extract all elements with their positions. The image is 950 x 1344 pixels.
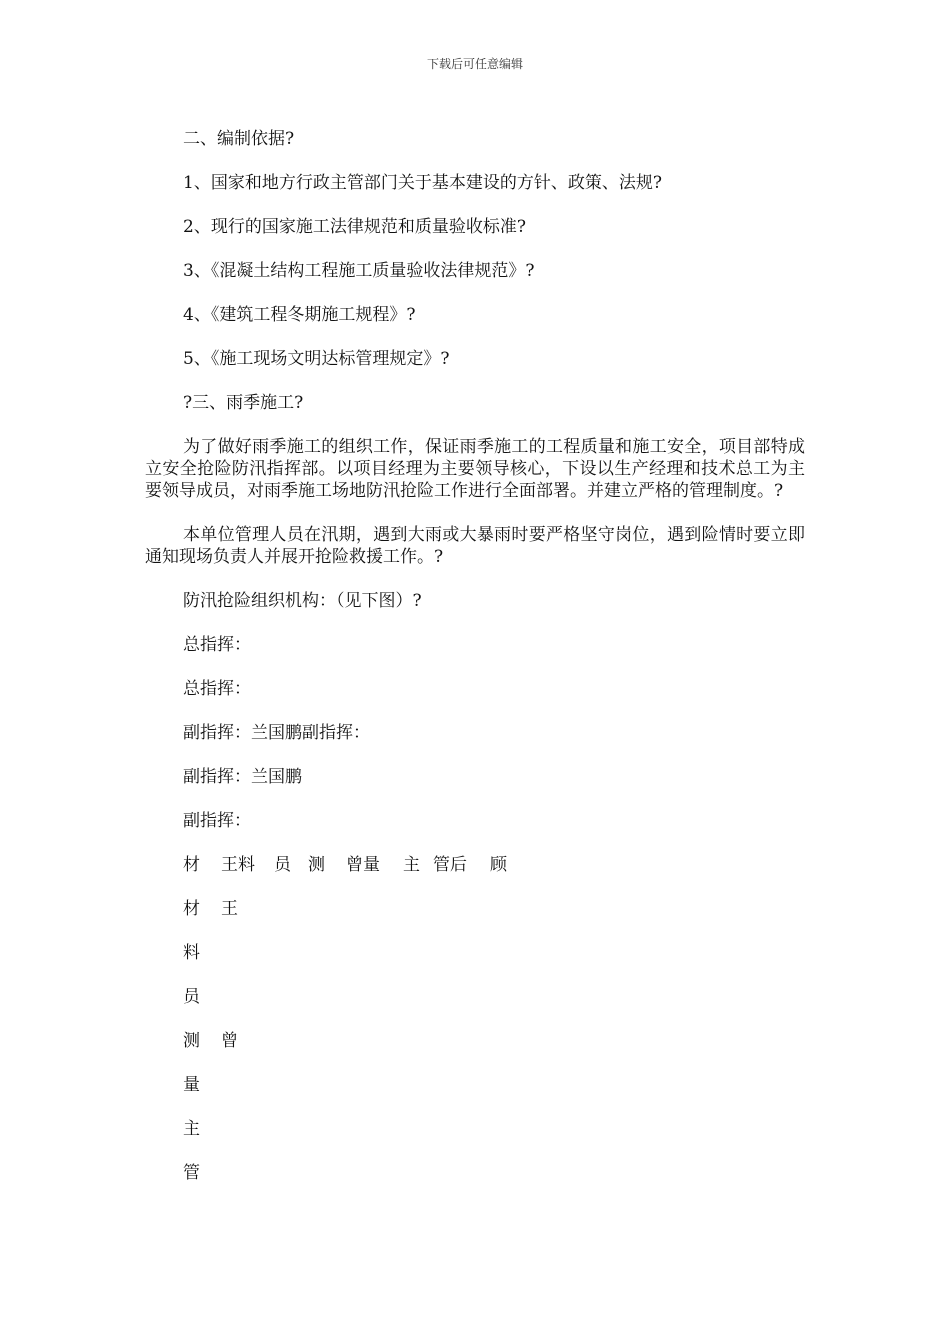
org-staff-row xyxy=(145,898,805,920)
org-cell: 材 xyxy=(183,855,200,875)
org-cell: 王 xyxy=(221,899,238,919)
org-staff-row xyxy=(145,1030,805,1052)
org-line: 副指挥：兰国鹏 xyxy=(183,767,302,787)
org-cell: 顾 xyxy=(490,855,507,875)
basis-item: 1、国家和地方行政主管部门关于基本建设的方针、政策、法规? xyxy=(183,173,662,193)
org-chart-title: 防汛抢险组织机构：（见下图）? xyxy=(183,591,422,611)
document-body xyxy=(145,128,805,1206)
org-cell: 测 xyxy=(183,1031,200,1051)
org-staff-row xyxy=(145,854,805,876)
org-column-char: 管 xyxy=(183,1163,200,1183)
org-line: 副指挥： xyxy=(183,811,251,831)
org-cell: 测 xyxy=(308,855,325,875)
org-cell: 曾量 xyxy=(346,855,380,875)
paragraph-duty: 本单位管理人员在汛期，遇到大雨或大暴雨时要严格坚守岗位，遇到险情时要立即通知现场负责人并展开抢险救援工作。? xyxy=(145,525,805,567)
org-column-char: 料 xyxy=(183,943,200,963)
org-cell: 管后 xyxy=(433,855,467,875)
org-column-char: 主 xyxy=(183,1119,200,1139)
org-line: 副指挥：兰国鹏副指挥： xyxy=(183,723,370,743)
paragraph-organization: 为了做好雨季施工的组织工作，保证雨季施工的工程质量和施工安全，项目部特成立安全抢险防汛指挥部。以项目经理为主要领导核心，下设以生产经理和技术总工为主要领导成员，对雨季施工场地防汛抢险工作进行全面部署。并建立严格的管理制度。? xyxy=(145,437,805,501)
org-cell: 曾 xyxy=(221,1031,238,1051)
page-header-note: 下载后可任意编辑 xyxy=(426,57,523,71)
org-column-char: 量 xyxy=(183,1075,200,1095)
org-cell: 材 xyxy=(183,899,200,919)
org-column-char: 员 xyxy=(183,987,200,1007)
basis-item: 4、《建筑工程冬期施工规程》? xyxy=(183,305,416,325)
section-title-rainy-season: ?三、雨季施工? xyxy=(183,393,304,413)
section-title-basis: 二、编制依据? xyxy=(183,129,295,149)
org-line: 总指挥： xyxy=(183,679,251,699)
org-cell: 员 xyxy=(274,855,291,875)
basis-item: 5、《施工现场文明达标管理规定》? xyxy=(183,349,450,369)
org-cell: 主 xyxy=(403,855,420,875)
basis-item: 2、现行的国家施工法律规范和质量验收标准? xyxy=(183,217,526,237)
basis-item: 3、《混凝土结构工程施工质量验收法律规范》? xyxy=(183,261,535,281)
org-cell: 王料 xyxy=(221,855,255,875)
org-line: 总指挥： xyxy=(183,635,251,655)
